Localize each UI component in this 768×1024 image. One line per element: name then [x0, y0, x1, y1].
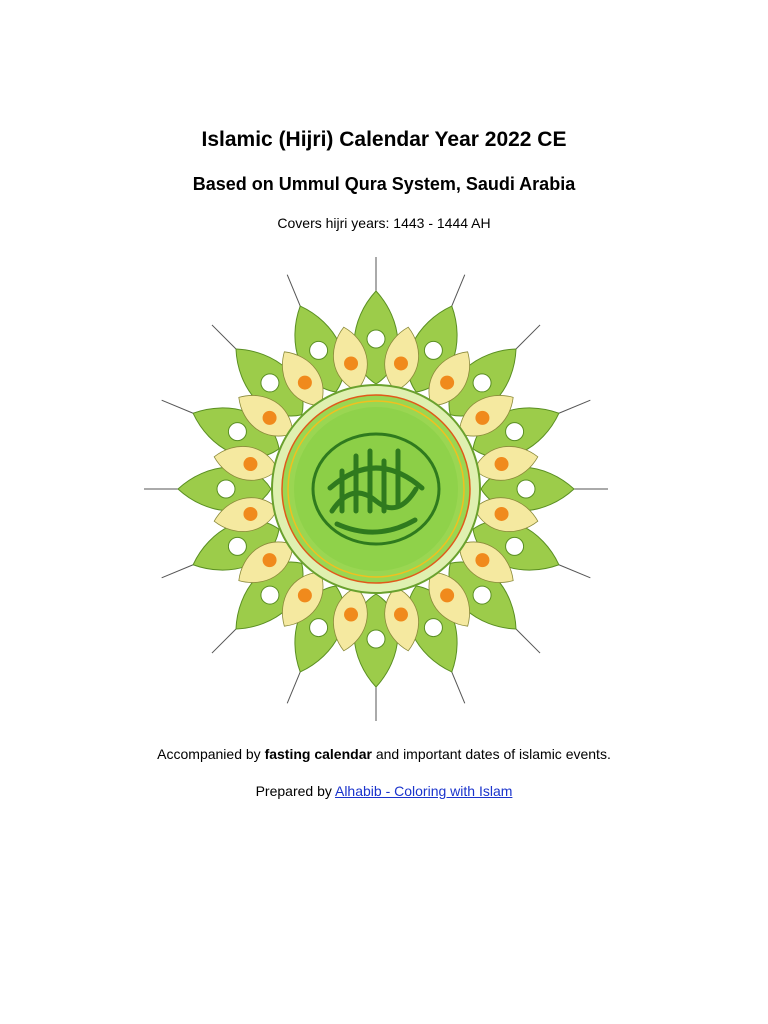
- fasting-calendar-bold: fasting calendar: [264, 746, 372, 762]
- page-title: Islamic (Hijri) Calendar Year 2022 CE: [201, 128, 567, 151]
- prepared-prefix: Prepared by: [255, 783, 335, 799]
- accompanied-prefix: Accompanied by: [157, 746, 265, 762]
- prepared-by-text: [0, 783, 768, 799]
- accompanied-suffix: and important dates of islamic events.: [371, 746, 611, 762]
- author-link[interactable]: Alhabib - Coloring with Islam: [334, 783, 513, 799]
- bismillah-rosette-icon: [132, 256, 620, 722]
- covers-years-text: Covers hijri years: 1443 - 1444 AH: [277, 215, 491, 231]
- page-subtitle: Based on Ummul Qura System, Saudi Arabia: [192, 174, 576, 194]
- accompanied-text: [0, 746, 768, 762]
